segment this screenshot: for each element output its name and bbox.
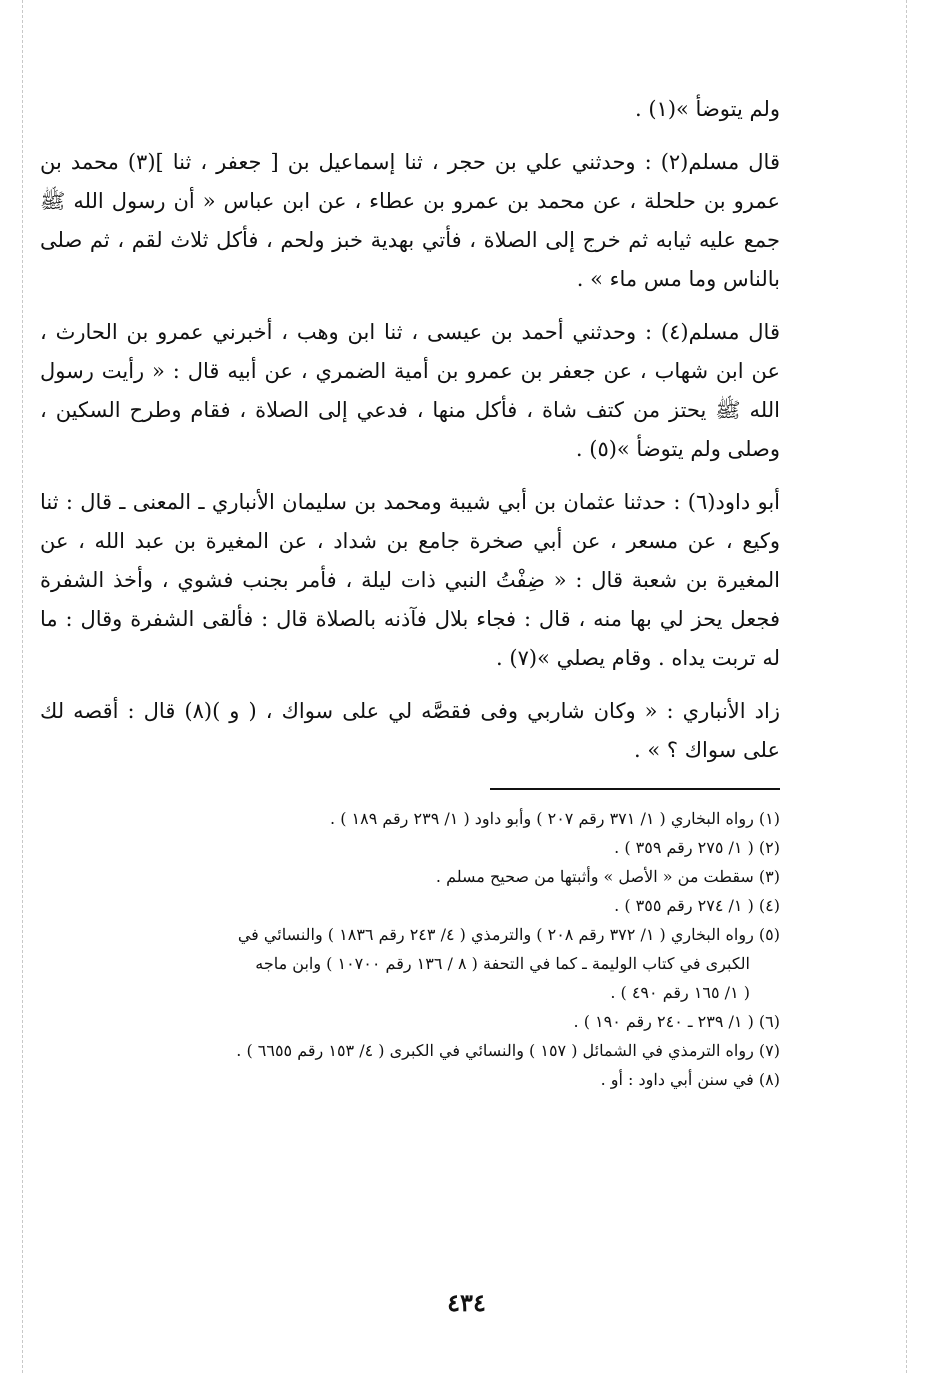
margin-guide-right [906, 0, 907, 1373]
paragraph-1: ولم يتوضأ »(١) . [635, 97, 780, 121]
footnote-5: (٥) رواه البخاري ( ١/ ٣٧٢ رقم ٢٠٨ ) والترمذي ( ٤/ ٢٤٣ رقم ١٨٣٦ ) والنسائي في [237, 925, 780, 944]
page-number: ٤٣٤ [447, 1288, 486, 1317]
margin-guide-left [22, 0, 23, 1373]
paragraph-5: زاد الأنباري : « وكان شاربي وفى فقصَّه لي على سواك ، ( و )(٨) قال : أقصه لك على سواك ؟ » . [40, 699, 780, 762]
footnote-3: (٣) سقطت من « الأصل » وأثبتها من صحيح مسلم . [435, 867, 780, 886]
paragraph-2: قال مسلم(٢) : وحدثني علي بن حجر ، ثنا إسماعيل بن [ جعفر ، ثنا ](٣) محمد بن عمرو بن حلحلة ، عن محمد بن عمرو بن عطاء ، عن ابن عباس « أن رسول الله ﷺ جمع عليه ثيابه ثم خرج إلى الصلاة ، فأتي بهدية خبز ولحم ، فأكل ثلاث لقم ، ثم صلى بالناس وما مس ماء » . [40, 150, 780, 291]
paragraph-3: قال مسلم(٤) : وحدثني أحمد بن عيسى ، ثنا ابن وهب ، أخبرني عمرو بن الحارث ، عن ابن شهاب ، عن جعفر بن عمرو بن أمية الضمري ، عن أبيه قال : « رأيت رسول الله ﷺ يحتز من كتف شاة ، فأكل منها ، فدعي إلى الصلاة ، فقام وطرح السكين ، وصلى ولم يتوضأ »(٥) . [40, 320, 780, 461]
footnote-separator [490, 788, 780, 790]
footnote-4: (٤) ( ١/ ٢٧٤ رقم ٣٥٥ ) . [614, 896, 780, 915]
footnote-7: (٧) رواه الترمذي في الشمائل ( ١٥٧ ) والنسائي في الكبرى ( ٤/ ١٥٣ رقم ٦٦٥٥ ) . [236, 1041, 780, 1060]
footnote-6: (٦) ( ١/ ٢٣٩ ـ ٢٤٠ رقم ١٩٠ ) . [573, 1012, 780, 1031]
footnote-1: (١) رواه البخاري ( ١/ ٣٧١ رقم ٢٠٧ ) وأبو داود ( ١/ ٢٣٩ رقم ١٨٩ ) . [330, 809, 780, 828]
footnote-2: (٢) ( ١/ ٢٧٥ رقم ٣٥٩ ) . [614, 838, 780, 857]
footnote-8: (٨) في سنن أبي داود : أو . [600, 1070, 780, 1089]
page-body [40, 90, 780, 1094]
paragraph-4: أبو داود(٦) : حدثنا عثمان بن أبي شيبة ومحمد بن سليمان الأنباري ـ المعنى ـ قال : ثنا وكيع ، عن مسعر ، عن أبي صخرة جامع بن شداد ، عن المغيرة بن عبد الله ، عن المغيرة بن شعبة قال : « ضِفْتُ النبي ذات ليلة ، فأمر بجنب فشوي ، وأخذ الشفرة فجعل يحز لي بها منه ، قال : فجاء بلال فآذنه بالصلاة قال : فألقى الشفرة وقال : ما له تربت يداه . وقام يصلي »(٧) . [40, 490, 781, 670]
footnote-5-cont-2: ( ١/ ١٦٥ رقم ٤٩٠ ) . [610, 983, 750, 1002]
footnote-5-cont-1: الكبرى في كتاب الوليمة ـ كما في التحفة ( ٨ / ١٣٦ رقم ١٠٧٠٠ ) وابن ماجه [255, 954, 750, 973]
